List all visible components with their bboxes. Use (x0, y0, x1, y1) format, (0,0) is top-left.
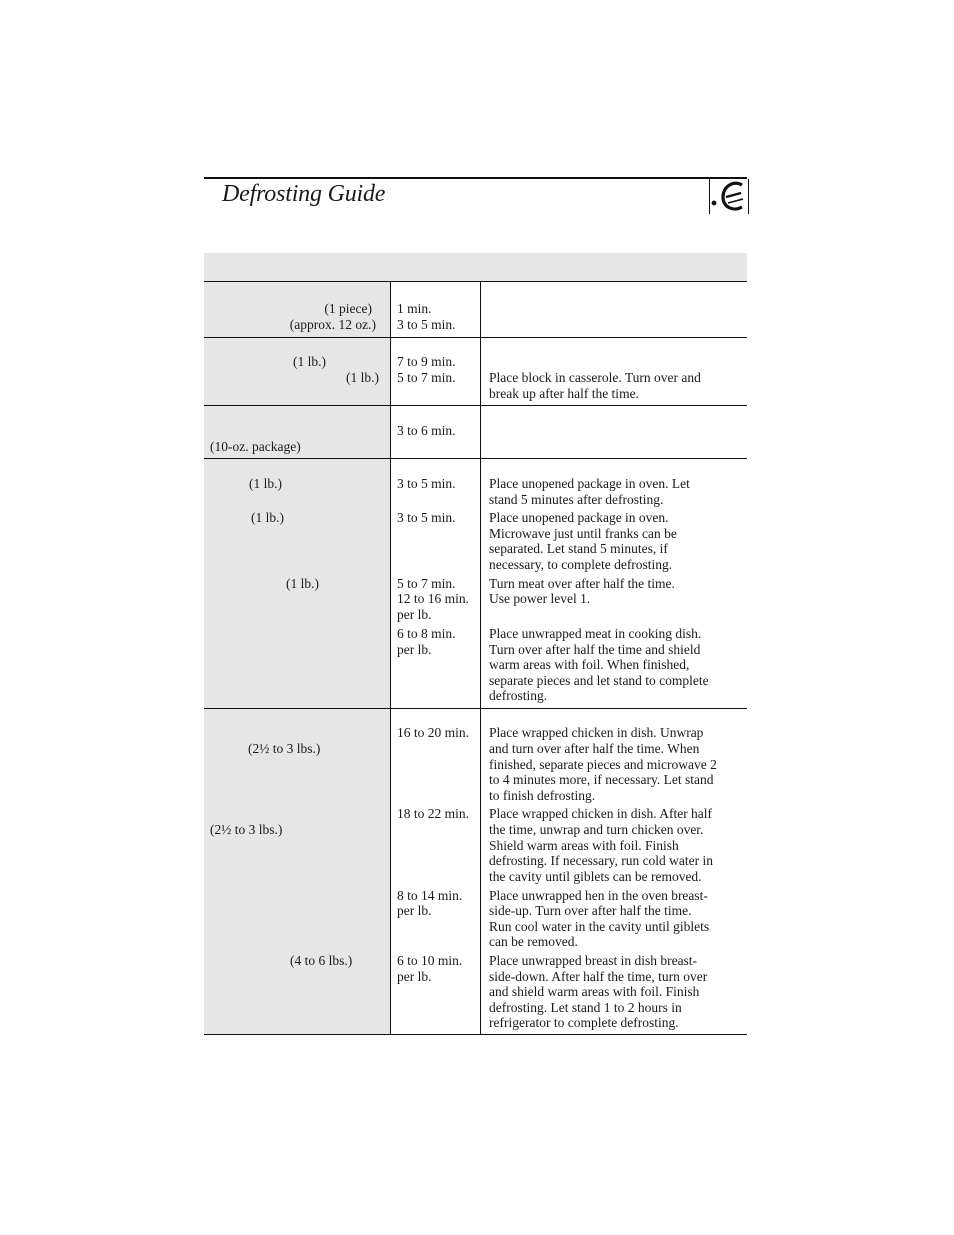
comment-line: separated. Let stand 5 minutes, if (489, 541, 668, 556)
food-amount: (1 lb.) (251, 510, 284, 525)
comment-line: Shield warm areas with foil. Finish (489, 838, 679, 853)
time-cell: 1 min. (397, 301, 432, 316)
time-cell: 18 to 22 min. (397, 806, 470, 821)
comment-line: can be removed. (489, 934, 578, 949)
time-cell: 6 to 8 min. (397, 626, 456, 641)
time-cell: 3 to 5 min. (397, 476, 456, 491)
row-divider (204, 405, 747, 406)
comment-line: finished, separate pieces and microwave 2 (489, 757, 717, 772)
row-divider (204, 337, 747, 338)
comment-line: and shield warm areas with foil. Finish (489, 984, 700, 999)
comment-line: Place unopened package in oven. (489, 510, 669, 525)
time-cell: per lb. (397, 903, 432, 918)
comment-line: and turn over after half the time. When (489, 741, 700, 756)
comment-line: refrigerator to complete defrosting. (489, 1015, 679, 1030)
time-cell: 12 to 16 min. (397, 591, 470, 606)
comment-line: Place unwrapped breast in dish breast- (489, 953, 698, 968)
time-cell: 16 to 20 min. (397, 725, 470, 740)
time-cell: 3 to 5 min. (397, 317, 456, 332)
comment-line: necessary, to complete defrosting. (489, 557, 673, 572)
time-cell: per lb. (397, 969, 432, 984)
row-divider (204, 458, 747, 459)
comment-line: Turn meat over after half the time. (489, 576, 675, 591)
comment-line: the cavity until giblets can be removed. (489, 869, 702, 884)
comment-line: Use power level 1. (489, 591, 591, 606)
row-divider (204, 708, 747, 709)
column-divider (480, 282, 481, 1034)
comment-line: Place wrapped chicken in dish. Unwrap (489, 725, 704, 740)
table-header-band (204, 253, 747, 282)
food-amount: (approx. 12 oz.) (289, 317, 376, 332)
column-divider (390, 282, 391, 1034)
food-amount: (1 lb.) (293, 354, 326, 369)
food-amount: (1 piece) (324, 301, 372, 316)
comment-line: defrosting. If necessary, run cold water in (489, 853, 714, 868)
time-cell: per lb. (397, 642, 432, 657)
food-amount: (4 to 6 lbs.) (290, 953, 353, 968)
comment-line: Place block in casserole. Turn over and (489, 370, 701, 385)
food-amount: (2½ to 3 lbs.) (248, 741, 321, 756)
comment-line: Turn over after half the time and shield (489, 642, 701, 657)
comment-line: Run cool water in the cavity until giblets (489, 919, 710, 934)
time-cell: per lb. (397, 607, 432, 622)
time-cell: 6 to 10 min. (397, 953, 463, 968)
comment-line: to finish defrosting. (489, 788, 596, 803)
comment-line: side-down. After half the time, turn over (489, 969, 708, 984)
food-amount: (10-oz. package) (210, 439, 301, 454)
comment-line: side-up. Turn over after half the time. (489, 903, 692, 918)
time-cell: 8 to 14 min. (397, 888, 463, 903)
time-cell: 5 to 7 min. (397, 576, 456, 591)
brand-logo-icon (709, 179, 749, 214)
comment-line: the time, unwrap and turn chicken over. (489, 822, 704, 837)
comment-line: break up after half the time. (489, 386, 639, 401)
comment-line: Place unopened package in oven. Let (489, 476, 690, 491)
row-divider (204, 1034, 747, 1035)
time-cell: 5 to 7 min. (397, 370, 456, 385)
comment-line: defrosting. Let stand 1 to 2 hours in (489, 1000, 682, 1015)
food-amount: (1 lb.) (286, 576, 319, 591)
food-column-shading (204, 282, 390, 1034)
time-cell: 7 to 9 min. (397, 354, 456, 369)
comment-line: warm areas with foil. When finished, (489, 657, 690, 672)
time-cell: 3 to 6 min. (397, 423, 456, 438)
comment-line: Place wrapped chicken in dish. After half (489, 806, 713, 821)
page-title: Defrosting Guide (222, 181, 386, 207)
comment-line: Place unwrapped hen in the oven breast- (489, 888, 708, 903)
food-amount: (2½ to 3 lbs.) (210, 822, 283, 837)
title-rule (204, 177, 747, 179)
comment-line: stand 5 minutes after defrosting. (489, 492, 664, 507)
comment-line: defrosting. (489, 688, 548, 703)
comment-line: to 4 minutes more, if necessary. Let stand (489, 772, 714, 787)
comment-line: separate pieces and let stand to complete (489, 673, 709, 688)
food-amount: (1 lb.) (346, 370, 379, 385)
comment-line: Microwave just until franks can be (489, 526, 677, 541)
food-amount: (1 lb.) (249, 476, 282, 491)
time-cell: 3 to 5 min. (397, 510, 456, 525)
comment-line: Place unwrapped meat in cooking dish. (489, 626, 702, 641)
